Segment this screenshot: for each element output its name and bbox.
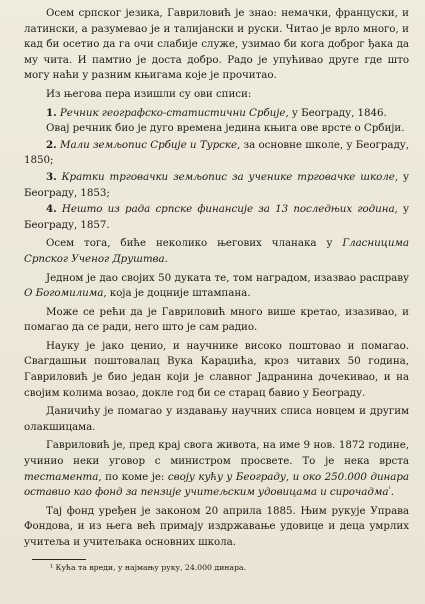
paragraph-writings-intro: Из његова пера изишли су ови списи:: [46, 87, 252, 100]
work-title: Нешто из рада српске финансије за 13 последњих година: [61, 203, 395, 216]
work-details: , у Београду, 1857.: [24, 203, 409, 231]
list-item-2: [24, 138, 409, 169]
paragraph-text: , која је доцније штампана.: [103, 287, 251, 300]
footnote-text: Кућа та вреди, у најмању руку, 24.000 динара.: [55, 562, 246, 572]
paragraph-bogomils: [24, 271, 409, 302]
paragraph-text: Гавриловић је, пред крај свога живота, на име 9 нов. 1872 године, учинио неки уговор с министром просвете. То је нека врста: [24, 439, 409, 468]
publication-title: Гласницима Српског Ученог Друштва: [24, 237, 409, 265]
list-number: 1.: [46, 106, 57, 119]
paragraph-fund: Тај фонд уређен је законом 20 априла 1885. Њим рукује Управа Фондова, и из њега већ примају издржавање удовице и деца умрлих учитеља и учитељака основних школа.: [24, 504, 409, 548]
work-details: , у Београду, 1846.: [285, 106, 387, 119]
list-item-1-note: Овај речник био је дуго времена једина књига ове врсте о Србији.: [46, 122, 405, 135]
paragraph-initiative: Може се рећи да је Гавриловић много више кретао, изазивао, и помагао да се ради, него што је сам радио.: [24, 305, 409, 334]
list-number: 3.: [46, 170, 57, 183]
footnote-mark: ¹: [50, 562, 54, 572]
list-number: 2.: [46, 138, 57, 151]
paragraph-testament: [24, 438, 409, 500]
emphasis-testament: тестамента: [24, 470, 99, 483]
work-details: , за основне школе, у Београду, 1850;: [24, 138, 409, 167]
paragraph-text: , по коме је:: [98, 470, 168, 483]
paragraph-danicic: Даничићу је помагао у издавању научних списа новцем и другим олакшицама.: [24, 405, 409, 433]
list-number: 4.: [46, 203, 57, 216]
work-title: Кратки трговачки земљопис за ученике трговачке школе: [61, 170, 395, 183]
footnote: [24, 562, 409, 573]
paragraph-text: .: [164, 252, 168, 265]
paragraph-science: Науку је јако ценио, и научнике високо поштовао и помагао. Свагдашњи поштовалац Вука Караџића, кроз читавих 50 година, Гавриловић је био један који је славног Јадранина дочекивао, и на својим колима возао, докле год би се старац бавио у Београду.: [24, 339, 409, 399]
treatise-title: О Богомилима: [24, 287, 104, 300]
work-details: , у Београду, 1853;: [24, 170, 409, 199]
paragraph-articles: [24, 236, 409, 267]
list-item-1: [24, 106, 409, 122]
paragraph-text: .: [390, 486, 395, 499]
paragraph-languages: Осем српског језика, Гавриловић је знао: немачки, француски, и латински, а разумевао је и талијански и руски. Читао је врло много, и кад би осетио да га очи слабије служе, узимао би кога доброг ђака да му чита. И памтио је доста добро. Радо је упућивао друге где што могу наћи у разним књигама које је прочитао.: [24, 7, 409, 82]
work-title: Мали земљопис Србије и Турске: [59, 138, 237, 151]
work-title: Речник географско-статистични Србије: [59, 106, 286, 119]
list-item-4: [24, 202, 409, 233]
paragraph-text: Осем тога, биће неколико његових чланака у: [46, 237, 343, 250]
list-item-3: [24, 170, 409, 201]
footnote-divider: [32, 559, 86, 560]
footnote-ref: ¹: [388, 485, 391, 493]
emphasis-bequest: своју кућу у Београду, и око 250.000 динара оставио као фонд за пензије учитељским удовицама и сирочадма: [24, 470, 409, 499]
paragraph-text: Једном је дао својих 50 дуката те, том наградом, изазвао расправу: [46, 271, 409, 284]
